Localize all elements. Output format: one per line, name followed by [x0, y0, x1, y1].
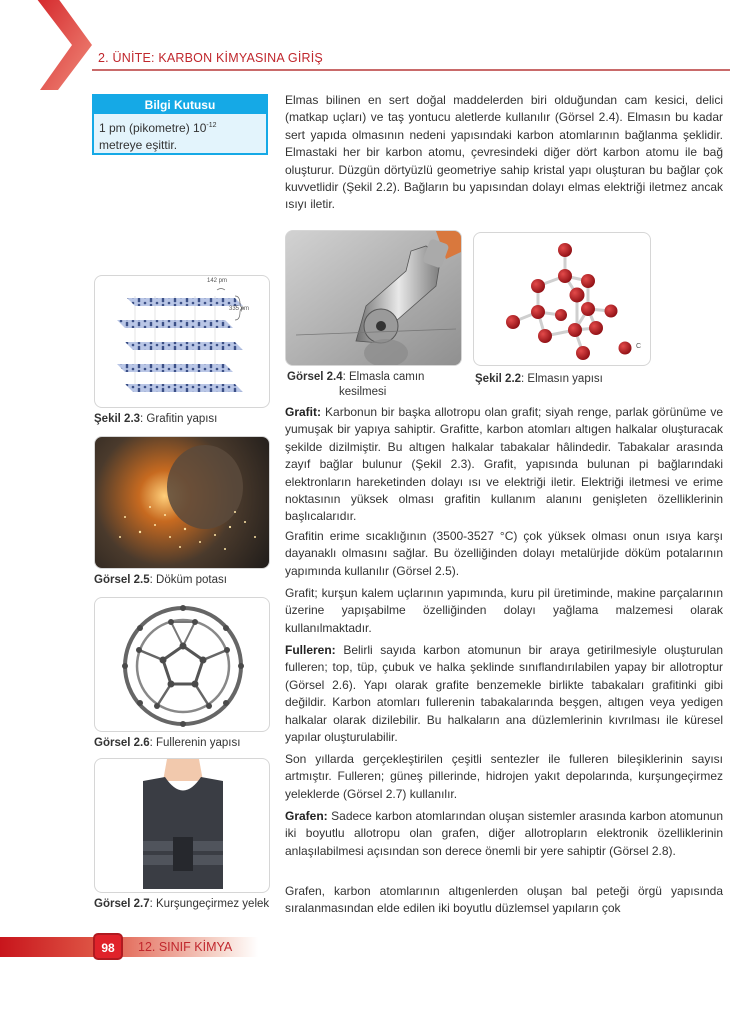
- fulleren-text: Belirli sayıda karbon atomunun bir araya getirilmesiyle oluşturulan fulleren; top, tüp, çubuk ve halka şeklinde sınıflandırılabilen yapay bir allotroptur (Görsel 2.6). Yapı olarak grafite benzemekle birlikte tabakaları grafitinki gibi değildir. Karbon atomları fullerenin tabakalarında beşgen, altıgen veya yedigen halkalar olarak dizilebilir. Bu halkaların ana düzlemlerinin kıvrılması ile küresel yapılar oluşturulabilir.: [285, 643, 723, 745]
- term-fulleren: Fulleren:: [285, 643, 336, 657]
- caption-text: : Grafitin yapısı: [140, 413, 218, 425]
- paragraph-erime: Grafitin erime sıcaklığının (3500-3527 °C) çok yüksek olması onun ısıya karşı dayanaklı olmasını sağlar. Bu özelliğinden dolayı metalürjide döküm potalarının yapımında kullanılır (Görsel 2.5).: [285, 529, 723, 578]
- caption-text: : Elmasla camın: [342, 371, 425, 383]
- carbon-atom-label: C: [636, 343, 642, 350]
- caption-text: : Kurşungeçirmez yelek: [149, 898, 270, 910]
- term-grafit: Grafit:: [285, 405, 321, 419]
- caption-label: Şekil 2.2: [475, 373, 522, 385]
- caption-text: : Fullerenin yapısı: [149, 737, 241, 749]
- caption-text-line2: kesilmesi: [339, 386, 387, 398]
- caption-label: Görsel 2.4: [287, 371, 343, 383]
- sparks-icon: [95, 437, 270, 569]
- caption-label: Görsel 2.5: [94, 574, 150, 586]
- paragraph-fulleren: [285, 642, 723, 746]
- caption-label: Görsel 2.6: [94, 737, 150, 749]
- caption-label: Görsel 2.7: [94, 898, 150, 910]
- bulletproof-vest-photo: [94, 758, 270, 893]
- caption-gorsel-2-5: [94, 573, 227, 588]
- grafen-text: Sadece karbon atomlarından oluşan sistemler arasında karbon atomunun iki boyutlu allotropu olan grafen, diğer allotropların elektronik özelliklerinin anlaşılabilmesi açısından son derece önemli bir yere sahiptir (Görsel 2.8).: [285, 809, 723, 858]
- foundry-ladle-photo: [94, 436, 270, 569]
- term-grafen: Grafen:: [285, 809, 328, 823]
- paragraph-elmas: Elmas bilinen en sert doğal maddelerden biri olduğundan cam kesici, delici (matkap uçları) ve taş yontucu aletlerde kullanılır (Görsel 2.4). Elmasın bu kadar sert yapıda olmasının nedeni yapısındaki karbon atomlarının bağlanma şeklidir. Elmastaki her bir karbon atomu, çevresindeki diğer dört karbon atomu ile bağ oluşturur. Düzgün dörtyüzlü geometriye sahip kristal yapı oluşturan bu bağlar çok kuvvetlidir (Şekil 2.2). Bağların bu yapısından dolayı elmas elektriği iletmez ancak ısıyı iletir.: [285, 93, 723, 212]
- page-number: 98: [93, 933, 123, 960]
- paragraph-grafit: [285, 404, 723, 526]
- vest-icon: [95, 759, 270, 893]
- chevron-decoration-icon: [30, 0, 100, 90]
- fullerene-structure-figure: [94, 597, 270, 732]
- graphite-structure-figure: [94, 275, 270, 408]
- info-box: [92, 94, 268, 155]
- caption-label: Şekil 2.3: [94, 413, 141, 425]
- grafit-text: Karbonun bir başka allotropu olan grafit; siyah renge, parlak görünüme ve yumuşak bir yapıya sahiptir. Grafitte, karbon atomları altıgen halkalar oluşturacak şekilde dizilmiştir. Bu altıgen halkalar tabakalar hâlindedir. Tabakalar arasında zayıf bağlar bulunur (Şekil 2.3). Grafit, yapısında bulunan pi bağlarındaki elektronların hareketinden dolayı ısı ve elektriği iletir. Elektriği iletmesi ve erime noktasının yüksek olması grafitin kullanım alanını genişleten özelliklerinin başlıcalarıdır.: [285, 405, 723, 524]
- diamond-lattice-icon: [474, 233, 651, 366]
- info-text-start: 1 pm (pikometre) 10: [99, 121, 207, 135]
- caption-gorsel-2-7: [94, 897, 269, 912]
- book-title: 12. SINIF KİMYA: [138, 940, 233, 954]
- header-divider: [92, 69, 730, 71]
- caption-sekil-2-3: [94, 412, 217, 427]
- glass-cutter-photo: [285, 230, 462, 366]
- info-box-title: Bilgi Kutusu: [94, 96, 266, 114]
- fullerene-ball-icon: [95, 598, 270, 732]
- info-box-text: [94, 114, 266, 157]
- paragraph-kursun: Grafit; kurşun kalem uçlarının yapımında, kuru pil üretiminde, makine parçalarının üzerine yapışabilme özelliğinden dolayı yağlama malzemesi olarak kullanılmaktadır.: [285, 586, 723, 635]
- paragraph-grafen: [285, 808, 723, 860]
- caption-gorsel-2-4: [287, 370, 424, 400]
- info-exponent: -12: [206, 122, 217, 129]
- caption-gorsel-2-6: [94, 736, 240, 751]
- paragraph-sentez: Son yıllarda gerçekleştirilen çeşitli sentezler ile fulleren bileşiklerinin sayısı artmıştır. Fulleren; güneş pillerinde, hidrojen yakıt depolarında, kurşungeçirmez yeleklerde (Görsel 2.7) kullanılır.: [285, 752, 723, 801]
- bond-length-label: 142 pm: [207, 278, 228, 284]
- unit-title: 2. ÜNİTE: KARBON KİMYASINA GİRİŞ: [98, 51, 323, 65]
- glass-cutter-icon: [286, 231, 462, 366]
- graphite-layers-icon: [95, 276, 270, 408]
- diamond-structure-figure: [473, 232, 651, 366]
- caption-text: : Elmasın yapısı: [521, 373, 603, 385]
- layer-distance-label: 335 pm: [229, 306, 250, 312]
- paragraph-grafen-2: Grafen, karbon atomlarının altıgenlerden oluşan bal peteği örgü yapısında sıralanmasından elde edilen iki boyutlu düzlemsel yapıların çok: [285, 884, 723, 916]
- caption-sekil-2-2: [475, 372, 603, 387]
- info-text-end: metreye eşittir.: [99, 138, 178, 152]
- caption-text: : Döküm potası: [149, 574, 227, 586]
